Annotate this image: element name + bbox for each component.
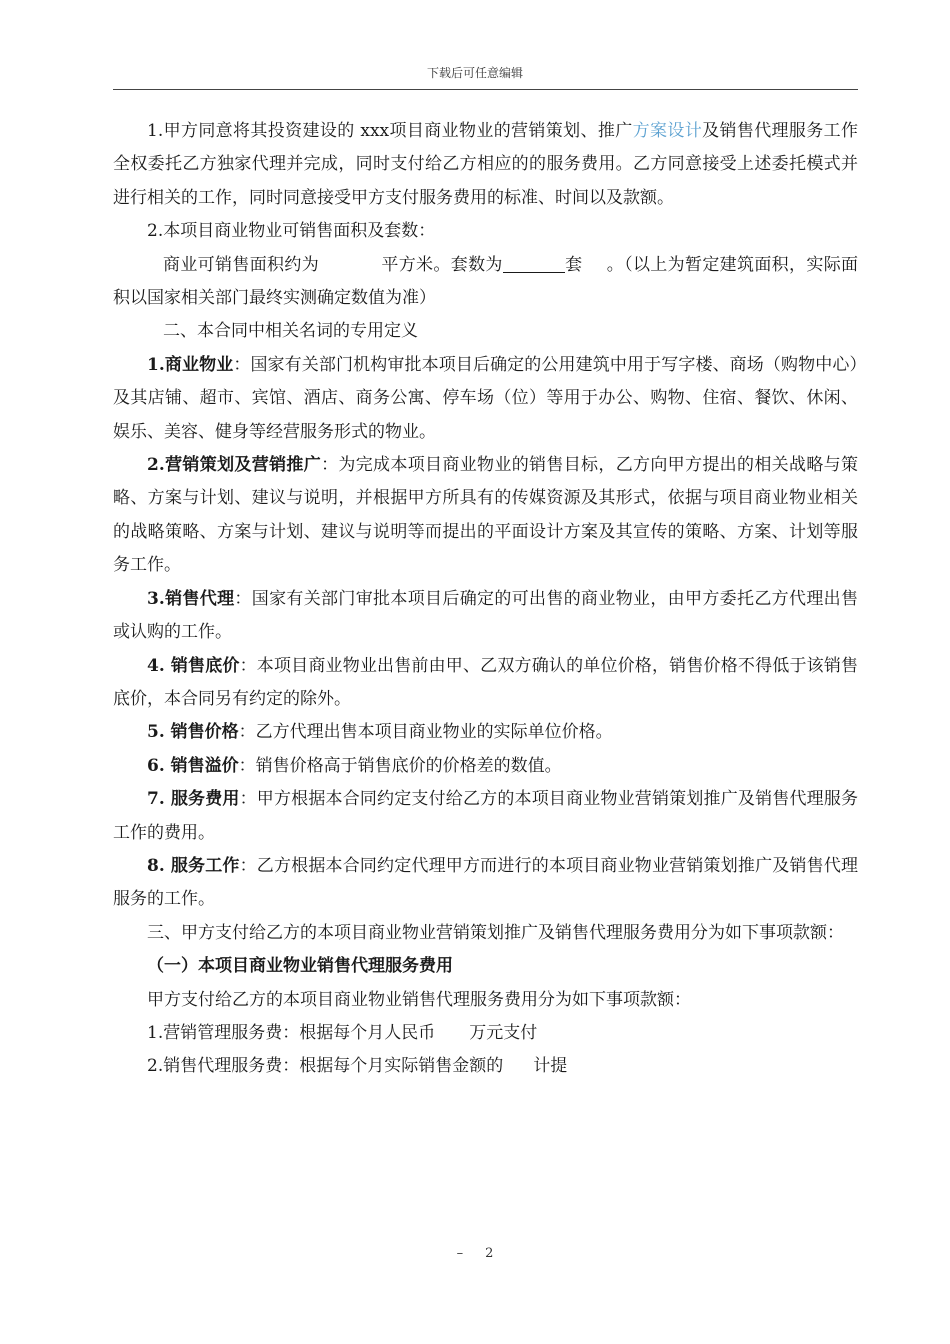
fee-item-1-suffix: 万元支付 xyxy=(469,1022,538,1043)
area-note: 。（以上为暂定建筑面积，实际面积以国家相关部门最终实测确定数值为准） xyxy=(113,254,859,309)
page-footer xyxy=(0,1246,950,1261)
header-divider xyxy=(113,89,858,90)
definition-7 xyxy=(113,783,858,850)
definition-term: 6. 销售溢价 xyxy=(147,755,239,776)
definition-3 xyxy=(113,583,858,650)
page-number: 2 xyxy=(485,1246,494,1261)
paragraph-1-text-b: 及销售代理服务工作全权委托乙方独家代理并完成，同时支付给乙方相应的的服务费用。乙方同意接受上述委托模式并进行相关的工作，同时同意接受甲方支付服务费用的标准、时间以及款额。 xyxy=(113,121,859,208)
fee-item-2-label: 2.销售代理服务费：根据每个月实际销售金额的 xyxy=(147,1056,504,1077)
header-note: 下载后可任意编辑 xyxy=(426,66,523,80)
paragraph-1 xyxy=(113,115,858,215)
definition-term: 1.商业物业 xyxy=(147,354,234,375)
scheme-design-link[interactable]: 方案设计 xyxy=(632,121,703,141)
definition-text: ：国家有关部门审批本项目后确定的可出售的商业物业，由甲方委托乙方代理出售或认购的工作。 xyxy=(113,588,858,643)
units-count-blank xyxy=(503,254,565,273)
definition-term: 7. 服务费用 xyxy=(147,789,240,810)
fee-item-1-label: 1.营销管理服务费：根据每个月人民币 xyxy=(147,1022,436,1043)
definition-text: ：乙方根据本合同约定代理甲方而进行的本项目商业物业营销策划推广及销售代理服务的工作。 xyxy=(113,855,859,910)
definition-6 xyxy=(113,750,858,783)
units-suffix: 套 xyxy=(564,254,583,275)
fee-item-2-suffix: 计提 xyxy=(533,1056,568,1077)
definition-text: ：销售价格高于销售底价的价格差的数值。 xyxy=(238,755,562,776)
definition-5 xyxy=(113,716,858,749)
units-label: 平方米。套数为 xyxy=(381,254,503,275)
definition-4 xyxy=(113,650,858,717)
definition-term: 3.销售代理 xyxy=(147,588,235,609)
definition-term: 8. 服务工作 xyxy=(147,855,240,876)
definition-text: ：甲方根据本合同约定支付给乙方的本项目商业物业营销策划推广及销售代理服务工作的费用。 xyxy=(113,789,859,843)
paragraph-1-text-a: 1.甲方同意将其投资建设的 xxx项目商业物业的营销策划、推广 xyxy=(147,121,633,141)
definition-1 xyxy=(113,349,858,449)
paragraph-2: 2.本项目商业物业可销售面积及套数： xyxy=(147,221,436,242)
definition-text: ：本项目商业物业出售前由甲、乙双方确认的单位价格，销售价格不得低于该销售底价，本合同另有约定的除外。 xyxy=(113,655,859,709)
subsection-intro: 甲方支付给乙方的本项目商业物业销售代理服务费用分为如下事项款额： xyxy=(147,989,691,1010)
document-body xyxy=(113,115,858,1084)
fee-item-2 xyxy=(113,1050,858,1083)
subsection-1-title-text: （一）本项目商业物业销售代理服务费用 xyxy=(147,956,453,977)
section-3-title: 三、甲方支付给乙方的本项目商业物业营销策划推广及销售代理服务费用分为如下事项款额： xyxy=(147,922,844,943)
definition-2 xyxy=(113,449,858,583)
definition-8 xyxy=(113,850,858,917)
definition-term: 4. 销售底价 xyxy=(147,655,240,676)
definition-text: ：乙方代理出售本项目商业物业的实际单位价格。 xyxy=(238,722,613,743)
sales-area-label: 商业可销售面积约为 xyxy=(163,254,320,275)
definition-text: ：为完成本项目商业物业的销售目标，乙方向甲方提出的相关战略与策略、方案与计划、建议与说明，并根据甲方所具有的传媒资源及其形式，依据与项目商业物业相关的战略策略、方案与计划、建议与说明等而提出的平面设计方案及其宣传的策略、方案、计划等服务工作。 xyxy=(113,455,858,576)
fee-item-1 xyxy=(113,1017,858,1050)
definition-text: ：国家有关部门机构审批本项目后确定的公用建筑中用于写字楼、商场（购物中心）及其店铺、超市、宾馆、酒店、商务公寓、停车场（位）等用于办公、购物、住宿、餐饮、休闲、娱乐、美容、健身等经营服务形式的物业。 xyxy=(113,354,858,442)
definition-term: 2.营销策划及营销推广 xyxy=(147,455,322,476)
subsection-1-title xyxy=(113,950,858,983)
footer-dash: – xyxy=(456,1246,464,1261)
paragraph-3 xyxy=(113,249,858,316)
section-2-title: 二、本合同中相关名词的专用定义 xyxy=(163,321,418,342)
definition-term: 5. 销售价格 xyxy=(147,722,239,743)
